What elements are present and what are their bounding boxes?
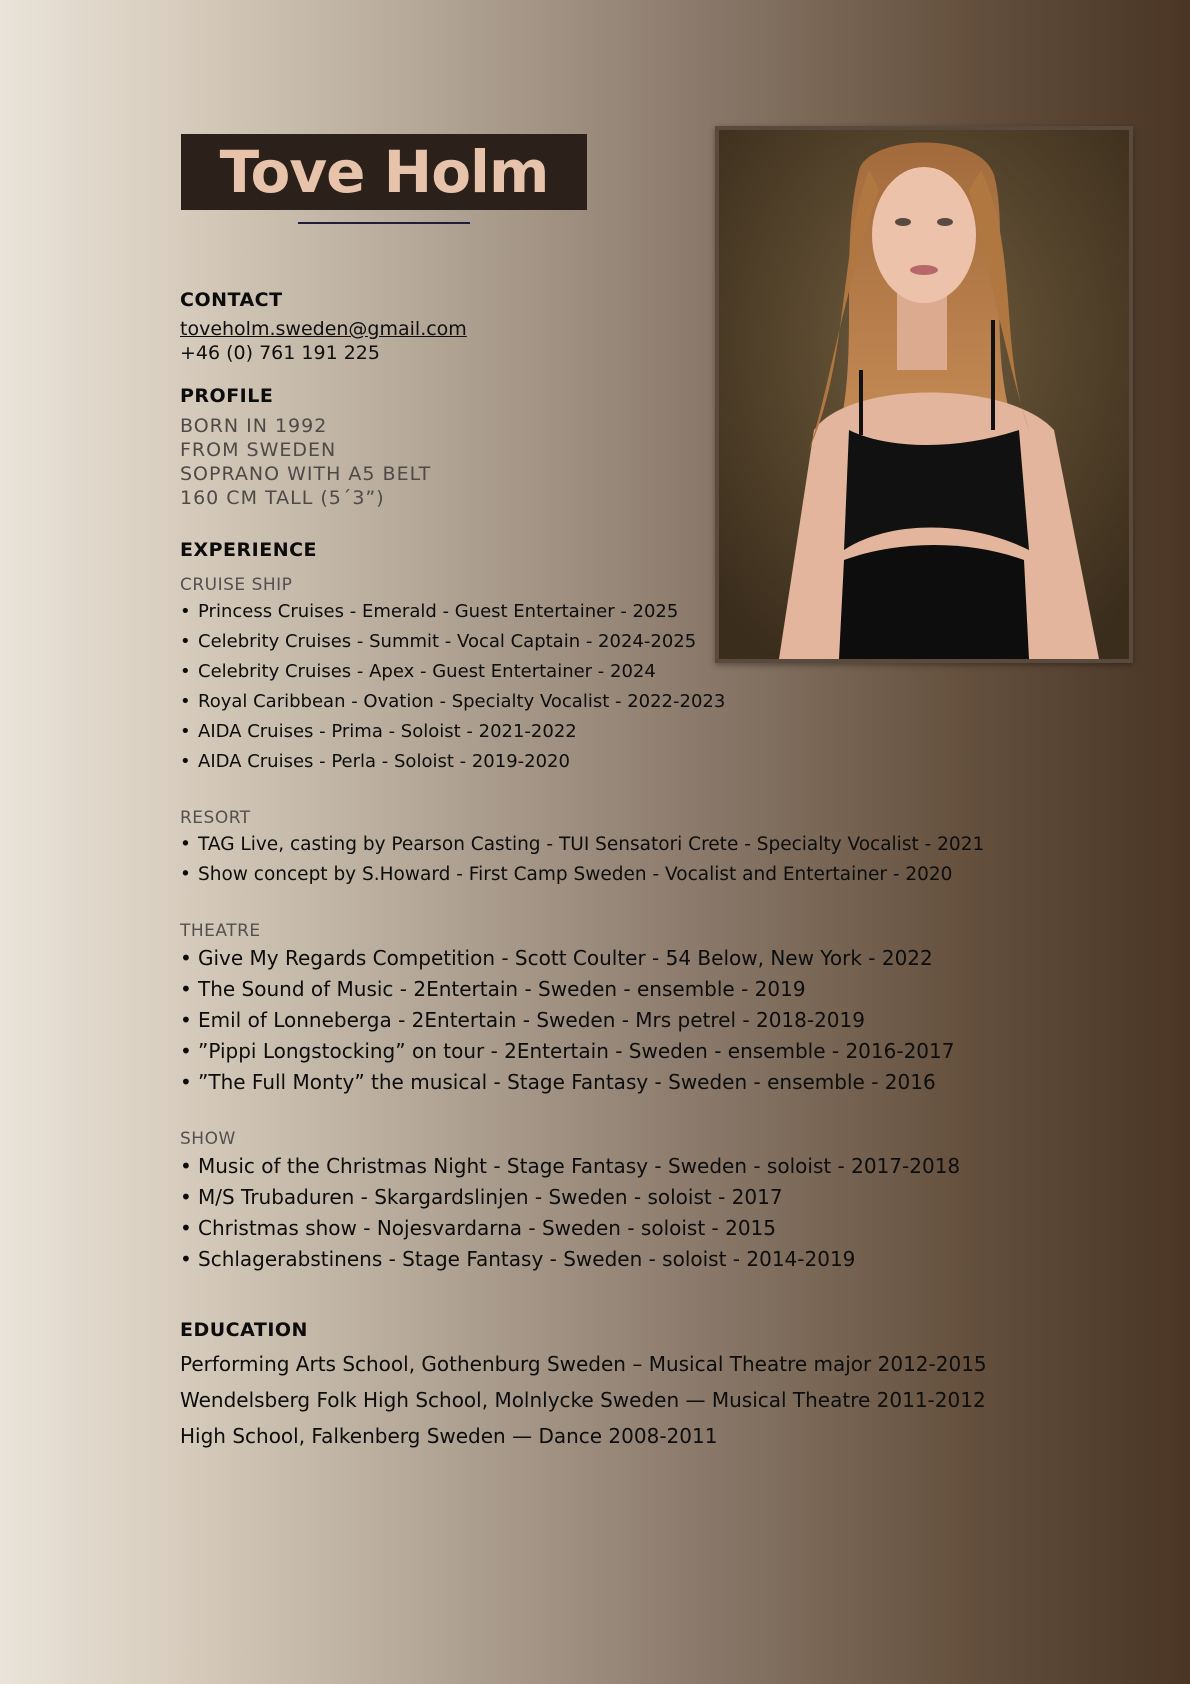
profile-heading: PROFILE <box>180 385 274 407</box>
list-item: • M/S Trubaduren - Skargardslinjen - Sweden - soloist - 2017 <box>180 1182 960 1213</box>
profile-line: SOPRANO WITH A5 BELT <box>180 463 432 485</box>
theatre-label: THEATRE <box>180 921 261 941</box>
profile-details <box>180 414 431 510</box>
list-item: • ”The Full Monty” the musical - Stage Fantasy - Sweden - ensemble - 2016 <box>180 1067 954 1098</box>
show-label: SHOW <box>180 1129 236 1149</box>
cruise-ship-list <box>180 597 725 777</box>
profile-line: BORN IN 1992 <box>180 415 328 437</box>
show-list <box>180 1151 960 1275</box>
list-item: • AIDA Cruises - Perla - Soloist - 2019-2020 <box>180 747 725 777</box>
email-link[interactable]: toveholm.sweden@gmail.com <box>180 318 467 340</box>
experience-heading: EXPERIENCE <box>180 539 318 561</box>
education-item: Performing Arts School, Gothenburg Sweden – Musical Theatre major 2012-2015 <box>180 1352 987 1376</box>
list-item: • ”Pippi Longstocking” on tour - 2Entertain - Sweden - ensemble - 2016-2017 <box>180 1036 954 1067</box>
list-item: • Celebrity Cruises - Summit - Vocal Captain - 2024-2025 <box>180 627 725 657</box>
list-item: • Emil of Lonneberga - 2Entertain - Sweden - Mrs petrel - 2018-2019 <box>180 1005 954 1036</box>
portrait-photo <box>715 126 1133 663</box>
name-underline <box>298 222 470 224</box>
list-item: • Schlagerabstinens - Stage Fantasy - Sweden - soloist - 2014-2019 <box>180 1244 960 1275</box>
list-item: • Show concept by S.Howard - First Camp Sweden - Vocalist and Entertainer - 2020 <box>180 860 984 890</box>
phone-number: +46 (0) 761 191 225 <box>180 342 380 364</box>
profile-line: 160 CM TALL (5´3”) <box>180 487 385 509</box>
resort-label: RESORT <box>180 808 251 828</box>
profile-line: FROM SWEDEN <box>180 439 337 461</box>
list-item: • Royal Caribbean - Ovation - Specialty Vocalist - 2022-2023 <box>180 687 725 717</box>
list-item: • AIDA Cruises - Prima - Soloist - 2021-2022 <box>180 717 725 747</box>
resort-list <box>180 830 984 890</box>
education-item: High School, Falkenberg Sweden — Dance 2008-2011 <box>180 1424 718 1448</box>
name-banner <box>181 134 587 210</box>
contact-heading: CONTACT <box>180 289 283 311</box>
education-list <box>180 1346 987 1454</box>
name-title: Tove Holm <box>219 138 549 206</box>
list-item: • Princess Cruises - Emerald - Guest Entertainer - 2025 <box>180 597 725 627</box>
list-item: • Christmas show - Nojesvardarna - Sweden - soloist - 2015 <box>180 1213 960 1244</box>
theatre-list <box>180 943 954 1098</box>
education-item: Wendelsberg Folk High School, Molnlycke Sweden — Musical Theatre 2011-2012 <box>180 1388 986 1412</box>
list-item: • Celebrity Cruises - Apex - Guest Entertainer - 2024 <box>180 657 725 687</box>
list-item: • The Sound of Music - 2Entertain - Sweden - ensemble - 2019 <box>180 974 954 1005</box>
list-item: • Give My Regards Competition - Scott Coulter - 54 Below, New York - 2022 <box>180 943 954 974</box>
cruise-ship-label: CRUISE SHIP <box>180 575 293 595</box>
list-item: • Music of the Christmas Night - Stage Fantasy - Sweden - soloist - 2017-2018 <box>180 1151 960 1182</box>
list-item: • TAG Live, casting by Pearson Casting - TUI Sensatori Crete - Specialty Vocalist - 2021 <box>180 830 984 860</box>
education-heading: EDUCATION <box>180 1319 308 1341</box>
